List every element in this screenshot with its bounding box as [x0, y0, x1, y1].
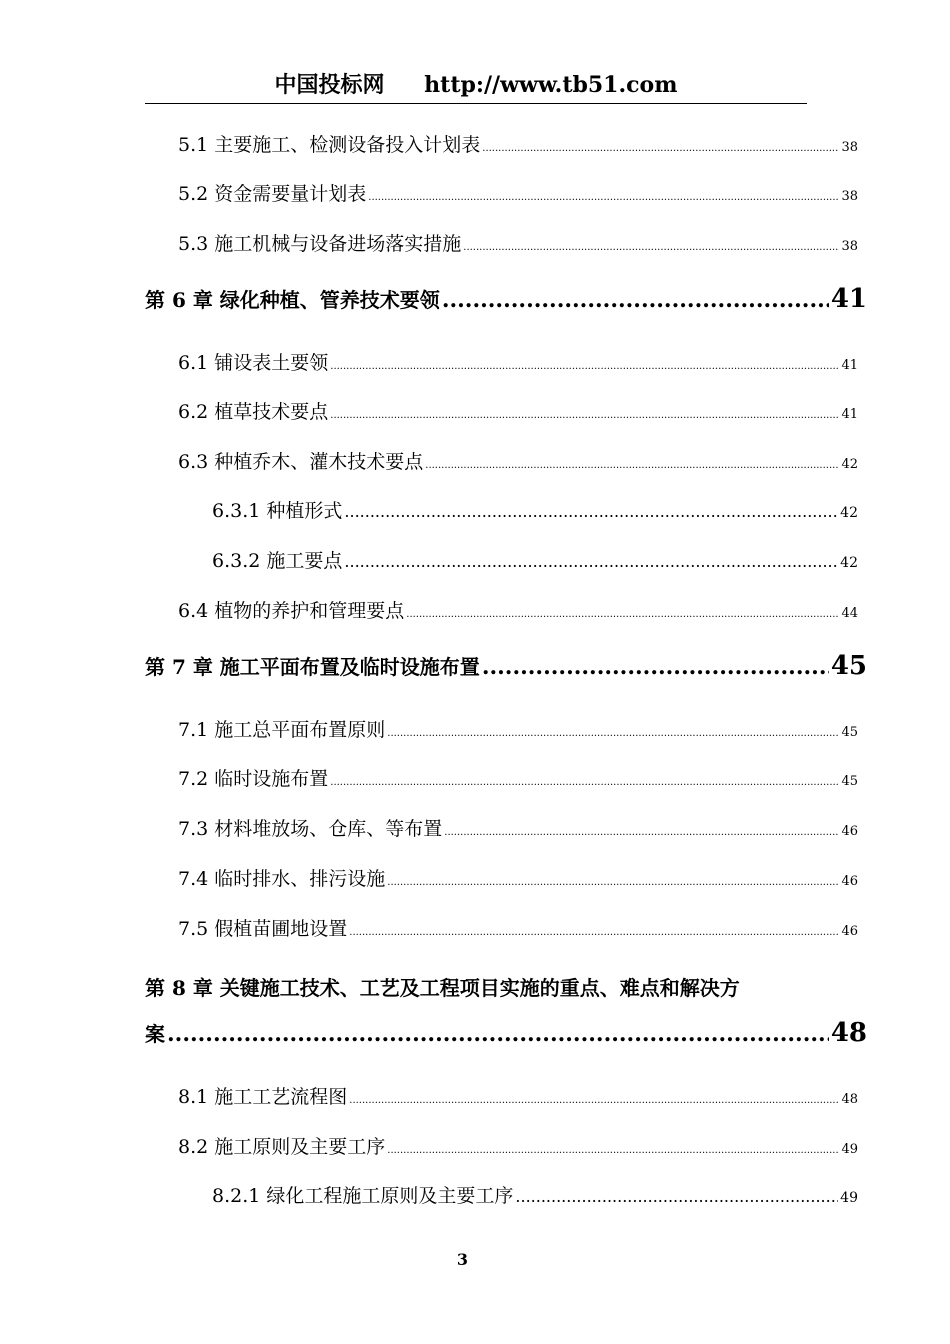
toc-entry-page: 38	[841, 239, 858, 254]
toc-chapter-8-title-line1[interactable]: 第 8 章 关键施工技术、工艺及工程项目实施的重点、难点和解决方	[145, 976, 740, 1000]
toc-entry-8-2-1[interactable]	[212, 1181, 858, 1208]
toc-leader-dots	[349, 928, 839, 938]
toc-entry-title: 7.5 假植苗圃地设置	[178, 918, 348, 940]
toc-entry-page: 41	[841, 407, 858, 422]
toc-leader-dots	[482, 656, 829, 678]
toc-leader-dots	[330, 362, 839, 372]
toc-leader-dots	[387, 729, 839, 739]
toc-chapter-title: 第 6 章 绿化种植、管养技术要领	[145, 288, 440, 312]
toc-leader-dots	[442, 289, 829, 311]
toc-entry-7-5[interactable]	[178, 914, 858, 941]
toc-leader-dots	[425, 461, 839, 471]
toc-entry-title: 6.1 铺设表土要领	[178, 352, 329, 374]
toc-entry-7-3[interactable]	[178, 814, 858, 841]
toc-entry-5-2[interactable]	[178, 179, 858, 206]
toc-entry-page: 45	[841, 774, 858, 789]
toc-entry-page: 46	[841, 824, 858, 839]
toc-chapter-7[interactable]	[145, 651, 867, 681]
toc-entry-page: 42	[840, 555, 858, 571]
toc-leader-dots	[344, 554, 838, 570]
header-url: http://www.tb51.com	[424, 72, 678, 98]
toc-entry-title: 5.3 施工机械与设备进场落实措施	[178, 233, 462, 255]
toc-entry-6-4[interactable]	[178, 596, 858, 623]
toc-leader-dots	[463, 243, 839, 253]
toc-leader-dots	[330, 411, 839, 421]
toc-entry-page: 38	[841, 140, 858, 155]
toc-entry-title: 6.3.2 施工要点	[212, 550, 343, 572]
toc-leader-dots	[444, 828, 839, 838]
toc-entry-6-3[interactable]	[178, 447, 858, 474]
toc-leader-dots	[344, 504, 838, 520]
toc-leader-dots	[406, 610, 839, 620]
toc-entry-title: 7.3 材料堆放场、仓库、等布置	[178, 818, 443, 840]
toc-leader-dots	[167, 1023, 829, 1045]
toc-entry-6-3-1[interactable]	[212, 496, 858, 523]
toc-entry-page: 49	[841, 1142, 858, 1157]
toc-chapter-page: 48	[830, 1018, 867, 1048]
toc-leader-dots	[368, 193, 839, 203]
toc-entry-title: 8.2.1 绿化工程施工原则及主要工序	[212, 1185, 514, 1207]
toc-entry-title: 6.3 种植乔木、灌木技术要点	[178, 451, 424, 473]
header-site-name: 中国投标网	[274, 72, 385, 98]
toc-leader-dots	[387, 878, 839, 888]
toc-entry-title: 7.1 施工总平面布置原则	[178, 719, 386, 741]
toc-chapter-8[interactable]	[145, 1018, 867, 1048]
toc-entry-title: 8.2 施工原则及主要工序	[178, 1136, 386, 1158]
toc-entry-title: 6.3.1 种植形式	[212, 500, 343, 522]
toc-entry-page: 38	[841, 189, 858, 204]
toc-entry-page: 44	[841, 606, 858, 621]
toc-entry-5-1[interactable]	[178, 130, 858, 157]
toc-entry-page: 46	[841, 874, 858, 889]
toc-entry-7-2[interactable]	[178, 764, 858, 791]
toc-entry-6-1[interactable]	[178, 348, 858, 375]
toc-leader-dots	[387, 1146, 839, 1156]
toc-entry-title: 7.2 临时设施布置	[178, 768, 329, 790]
page-number: 3	[456, 1250, 469, 1269]
toc-leader-dots	[349, 1096, 839, 1106]
toc-entry-page: 41	[841, 358, 858, 373]
toc-entry-6-3-2[interactable]	[212, 546, 858, 573]
toc-entry-6-2[interactable]	[178, 397, 858, 424]
toc-entry-8-2[interactable]	[178, 1132, 858, 1159]
toc-entry-page: 42	[841, 457, 858, 472]
toc-chapter-page: 45	[830, 651, 867, 681]
toc-chapter-page: 41	[830, 284, 867, 314]
toc-chapter-title-line2: 案	[145, 1022, 165, 1046]
toc-entry-7-1[interactable]	[178, 715, 858, 742]
toc-entry-5-3[interactable]	[178, 229, 858, 256]
toc-entry-title: 6.2 植草技术要点	[178, 401, 329, 423]
toc-entry-title: 6.4 植物的养护和管理要点	[178, 600, 405, 622]
toc-leader-dots	[515, 1189, 838, 1205]
toc-entry-page: 46	[841, 924, 858, 939]
toc-entry-title: 5.1 主要施工、检测设备投入计划表	[178, 134, 481, 156]
toc-leader-dots	[330, 778, 839, 788]
toc-entry-title: 8.1 施工工艺流程图	[178, 1086, 348, 1108]
toc-entry-page: 49	[840, 1190, 858, 1206]
toc-entry-title: 7.4 临时排水、排污设施	[178, 868, 386, 890]
toc-chapter-title: 第 7 章 施工平面布置及临时设施布置	[145, 655, 480, 679]
toc-entry-page: 45	[841, 725, 858, 740]
toc-entry-7-4[interactable]	[178, 864, 858, 891]
toc-chapter-6[interactable]	[145, 284, 867, 314]
toc-entry-title: 5.2 资金需要量计划表	[178, 183, 367, 205]
toc-entry-page: 48	[841, 1092, 858, 1107]
toc-leader-dots	[482, 144, 839, 154]
toc-entry-page: 42	[840, 505, 858, 521]
toc-entry-8-1[interactable]	[178, 1082, 858, 1109]
